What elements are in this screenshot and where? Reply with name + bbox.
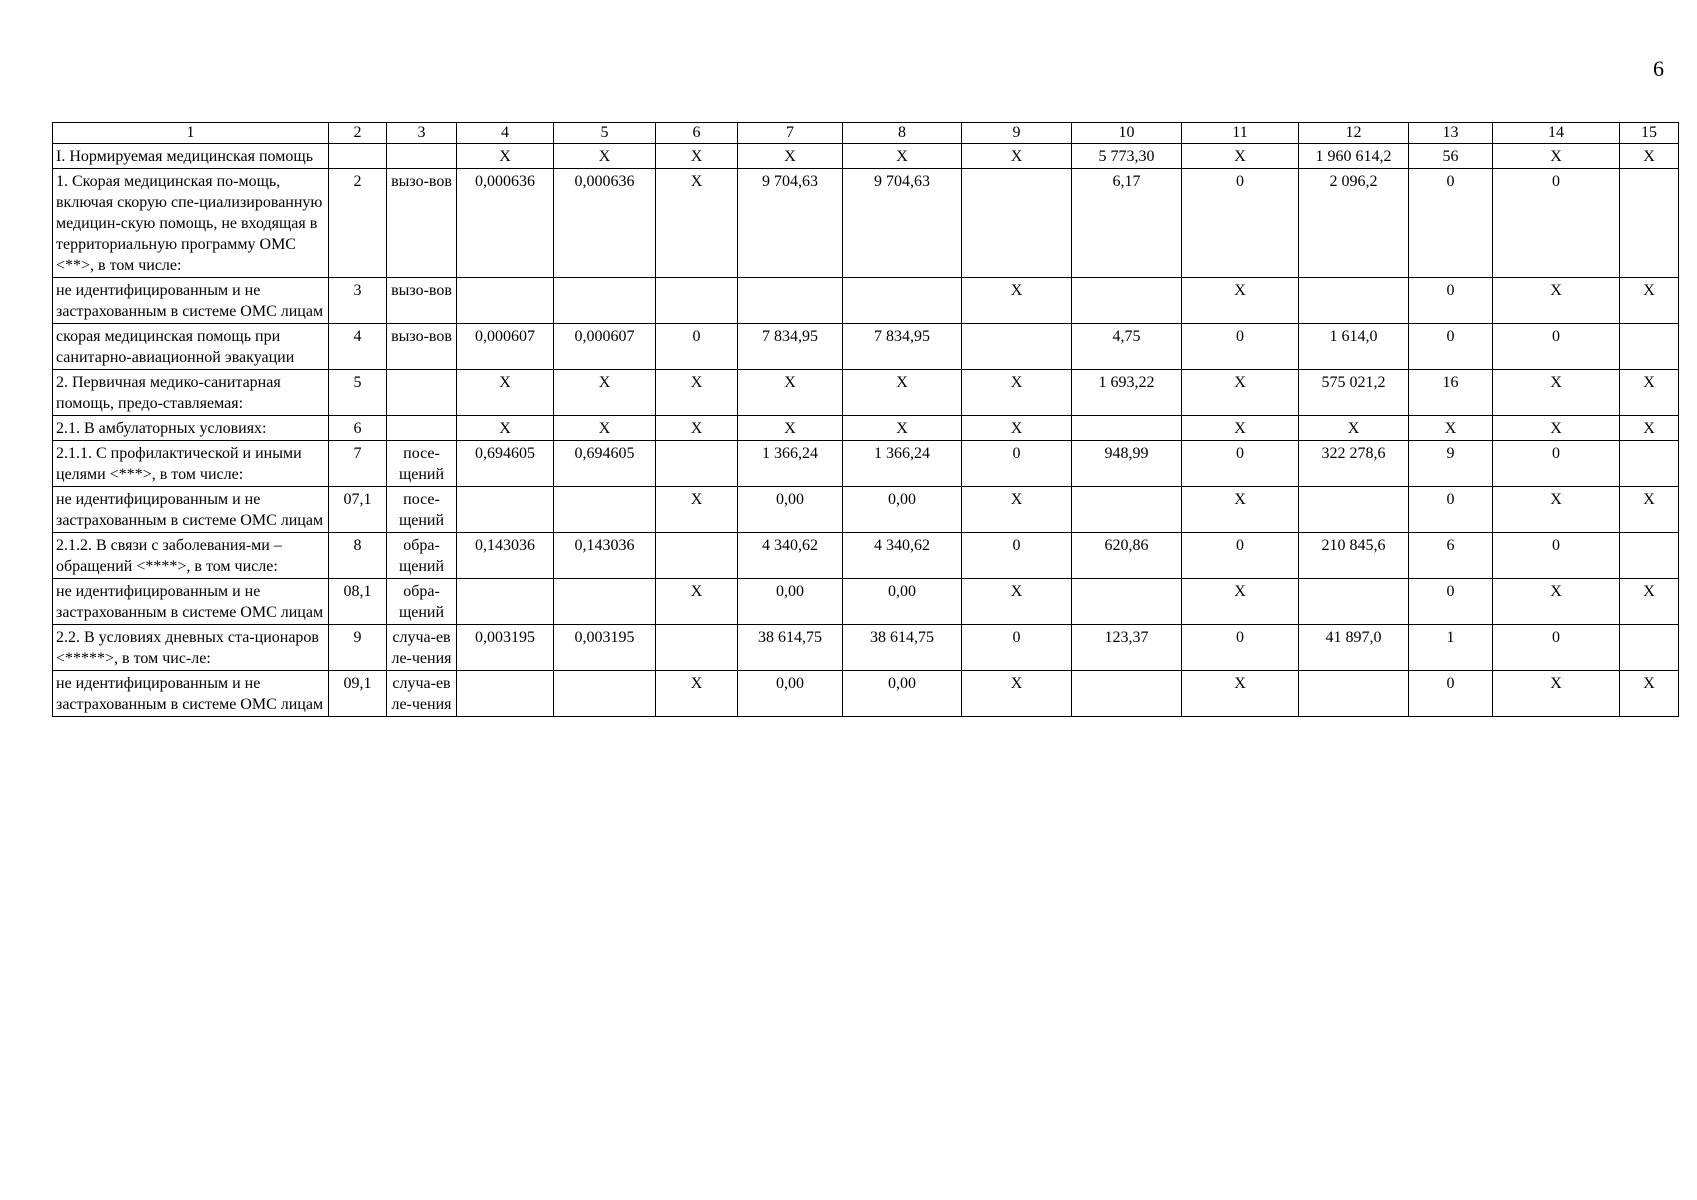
cell-col-4: 0,000636 [457, 169, 554, 278]
cell-col-12: 41 897,0 [1299, 625, 1409, 671]
table-body [53, 144, 1679, 717]
cell-col-9: X [962, 579, 1072, 625]
data-table [52, 122, 1679, 717]
row-unit: вызо-вов [387, 278, 457, 324]
cell-col-7: X [738, 144, 843, 169]
cell-col-5: 0,694605 [554, 441, 656, 487]
cell-col-14: X [1493, 487, 1620, 533]
cell-col-14: 0 [1493, 625, 1620, 671]
cell-col-4: X [457, 416, 554, 441]
cell-col-13: 0 [1409, 671, 1493, 717]
cell-col-11: X [1182, 144, 1299, 169]
cell-col-11: 0 [1182, 169, 1299, 278]
cell-col-6: X [656, 671, 738, 717]
cell-col-9: 0 [962, 533, 1072, 579]
row-unit: обра-щений [387, 579, 457, 625]
table-row [53, 579, 1679, 625]
cell-col-14: X [1493, 416, 1620, 441]
cell-col-11: X [1182, 671, 1299, 717]
cell-col-9: X [962, 278, 1072, 324]
cell-col-12: 210 845,6 [1299, 533, 1409, 579]
cell-col-7: 0,00 [738, 487, 843, 533]
table-row [53, 370, 1679, 416]
row-code: 09,1 [329, 671, 387, 717]
cell-col-4 [457, 579, 554, 625]
cell-col-6 [656, 278, 738, 324]
cell-col-13: 9 [1409, 441, 1493, 487]
cell-col-10: 123,37 [1072, 625, 1182, 671]
cell-col-7 [738, 278, 843, 324]
cell-col-11: 0 [1182, 441, 1299, 487]
cell-col-5: X [554, 144, 656, 169]
table-row [53, 324, 1679, 370]
cell-col-15: X [1620, 416, 1679, 441]
table-header [53, 123, 1679, 144]
cell-col-15 [1620, 441, 1679, 487]
column-header-1: 1 [53, 123, 329, 144]
column-header-5: 5 [554, 123, 656, 144]
column-header-6: 6 [656, 123, 738, 144]
cell-col-8: X [843, 370, 962, 416]
cell-col-5 [554, 671, 656, 717]
cell-col-5: X [554, 416, 656, 441]
row-unit: вызо-вов [387, 169, 457, 278]
cell-col-5 [554, 278, 656, 324]
cell-col-5: 0,143036 [554, 533, 656, 579]
row-code: 6 [329, 416, 387, 441]
cell-col-6: X [656, 487, 738, 533]
row-label: 2. Первичная медико-санитарная помощь, предо-ставляемая: [53, 370, 329, 416]
column-header-3: 3 [387, 123, 457, 144]
header-row [53, 123, 1679, 144]
cell-col-9: 0 [962, 441, 1072, 487]
row-code: 9 [329, 625, 387, 671]
table-row [53, 671, 1679, 717]
cell-col-4: 0,143036 [457, 533, 554, 579]
cell-col-11: 0 [1182, 324, 1299, 370]
cell-col-10 [1072, 278, 1182, 324]
cell-col-11: X [1182, 487, 1299, 533]
column-header-14: 14 [1493, 123, 1620, 144]
page-number: 6 [1653, 56, 1664, 81]
cell-col-10: 4,75 [1072, 324, 1182, 370]
column-header-7: 7 [738, 123, 843, 144]
cell-col-4: X [457, 144, 554, 169]
cell-col-15 [1620, 625, 1679, 671]
cell-col-9: X [962, 671, 1072, 717]
cell-col-7: 7 834,95 [738, 324, 843, 370]
cell-col-14: 0 [1493, 169, 1620, 278]
cell-col-6: X [656, 144, 738, 169]
cell-col-15 [1620, 324, 1679, 370]
cell-col-12: 2 096,2 [1299, 169, 1409, 278]
cell-col-14: X [1493, 579, 1620, 625]
row-code: 4 [329, 324, 387, 370]
row-label: не идентифицированным и не застрахованным в системе ОМС лицам [53, 671, 329, 717]
cell-col-11: 0 [1182, 533, 1299, 579]
row-label: скорая медицинская помощь при санитарно-авиационной эвакуации [53, 324, 329, 370]
cell-col-14: X [1493, 278, 1620, 324]
row-code: 7 [329, 441, 387, 487]
cell-col-10 [1072, 671, 1182, 717]
cell-col-15: X [1620, 370, 1679, 416]
cell-col-8 [843, 278, 962, 324]
cell-col-12: 1 614,0 [1299, 324, 1409, 370]
cell-col-4: X [457, 370, 554, 416]
cell-col-6: X [656, 169, 738, 278]
cell-col-8: 4 340,62 [843, 533, 962, 579]
cell-col-9: 0 [962, 625, 1072, 671]
table-row [53, 169, 1679, 278]
cell-col-6: X [656, 416, 738, 441]
cell-col-8: X [843, 144, 962, 169]
cell-col-14: X [1493, 671, 1620, 717]
cell-col-4: 0,694605 [457, 441, 554, 487]
row-code: 8 [329, 533, 387, 579]
row-label: 2.1.2. В связи с заболевания-ми – обращений <****>, в том числе: [53, 533, 329, 579]
cell-col-10: 1 693,22 [1072, 370, 1182, 416]
cell-col-5: 0,000636 [554, 169, 656, 278]
cell-col-7: 9 704,63 [738, 169, 843, 278]
cell-col-5 [554, 487, 656, 533]
table-row [53, 278, 1679, 324]
cell-col-8: 0,00 [843, 579, 962, 625]
row-unit [387, 144, 457, 169]
row-unit [387, 370, 457, 416]
cell-col-7: 0,00 [738, 579, 843, 625]
table-row [53, 144, 1679, 169]
cell-col-7: X [738, 416, 843, 441]
cell-col-9 [962, 324, 1072, 370]
cell-col-11: X [1182, 579, 1299, 625]
cell-col-15: X [1620, 579, 1679, 625]
cell-col-13: 6 [1409, 533, 1493, 579]
cell-col-9: X [962, 416, 1072, 441]
column-header-13: 13 [1409, 123, 1493, 144]
table-row [53, 416, 1679, 441]
cell-col-12 [1299, 278, 1409, 324]
row-code: 07,1 [329, 487, 387, 533]
row-code: 3 [329, 278, 387, 324]
cell-col-15: X [1620, 144, 1679, 169]
cell-col-8: 1 366,24 [843, 441, 962, 487]
column-header-10: 10 [1072, 123, 1182, 144]
cell-col-5: 0,000607 [554, 324, 656, 370]
cell-col-12 [1299, 487, 1409, 533]
cell-col-8: 7 834,95 [843, 324, 962, 370]
row-code: 5 [329, 370, 387, 416]
row-label: 2.1.1. С профилактической и иными целями <***>, в том числе: [53, 441, 329, 487]
cell-col-5 [554, 579, 656, 625]
cell-col-6: X [656, 579, 738, 625]
cell-col-6 [656, 533, 738, 579]
cell-col-13: 1 [1409, 625, 1493, 671]
cell-col-5: X [554, 370, 656, 416]
table-row [53, 487, 1679, 533]
column-header-15: 15 [1620, 123, 1679, 144]
cell-col-10 [1072, 487, 1182, 533]
cell-col-11: X [1182, 278, 1299, 324]
cell-col-12: X [1299, 416, 1409, 441]
row-label: не идентифицированным и не застрахованным в системе ОМС лицам [53, 487, 329, 533]
cell-col-15 [1620, 169, 1679, 278]
row-label: 1. Скорая медицинская по-мощь, включая скорую спе-циализированную медицин-скую помощь, не входящая в территориальную программу ОМС <**>, в том числе: [53, 169, 329, 278]
cell-col-13: 56 [1409, 144, 1493, 169]
row-unit: случа-ев ле-чения [387, 671, 457, 717]
cell-col-9: X [962, 370, 1072, 416]
cell-col-13: 0 [1409, 579, 1493, 625]
cell-col-13: 0 [1409, 278, 1493, 324]
cell-col-5: 0,003195 [554, 625, 656, 671]
cell-col-15: X [1620, 278, 1679, 324]
cell-col-7: 38 614,75 [738, 625, 843, 671]
column-header-9: 9 [962, 123, 1072, 144]
cell-col-7: 4 340,62 [738, 533, 843, 579]
table-row [53, 441, 1679, 487]
row-code: 2 [329, 169, 387, 278]
cell-col-13: X [1409, 416, 1493, 441]
cell-col-14: 0 [1493, 324, 1620, 370]
cell-col-6 [656, 441, 738, 487]
cell-col-10: 948,99 [1072, 441, 1182, 487]
cell-col-8: 9 704,63 [843, 169, 962, 278]
row-label: не идентифицированным и не застрахованным в системе ОМС лицам [53, 278, 329, 324]
cell-col-12 [1299, 579, 1409, 625]
row-unit: посе-щений [387, 441, 457, 487]
cell-col-12: 575 021,2 [1299, 370, 1409, 416]
cell-col-15: X [1620, 487, 1679, 533]
column-header-12: 12 [1299, 123, 1409, 144]
cell-col-13: 0 [1409, 487, 1493, 533]
row-unit: вызо-вов [387, 324, 457, 370]
cell-col-13: 0 [1409, 169, 1493, 278]
cell-col-13: 16 [1409, 370, 1493, 416]
cell-col-8: 0,00 [843, 671, 962, 717]
cell-col-12: 322 278,6 [1299, 441, 1409, 487]
row-unit: обра-щений [387, 533, 457, 579]
cell-col-12 [1299, 671, 1409, 717]
cell-col-9 [962, 169, 1072, 278]
cell-col-9: X [962, 487, 1072, 533]
cell-col-8: 38 614,75 [843, 625, 962, 671]
cell-col-14: X [1493, 370, 1620, 416]
cell-col-11: X [1182, 370, 1299, 416]
cell-col-7: 1 366,24 [738, 441, 843, 487]
cell-col-14: 0 [1493, 533, 1620, 579]
cell-col-7: 0,00 [738, 671, 843, 717]
cell-col-4 [457, 487, 554, 533]
cell-col-10: 5 773,30 [1072, 144, 1182, 169]
row-label: 2.1. В амбулаторных условиях: [53, 416, 329, 441]
cell-col-15 [1620, 533, 1679, 579]
row-label: I. Нормируемая медицинская помощь [53, 144, 329, 169]
cell-col-7: X [738, 370, 843, 416]
cell-col-6 [656, 625, 738, 671]
cell-col-15: X [1620, 671, 1679, 717]
cell-col-11: X [1182, 416, 1299, 441]
column-header-4: 4 [457, 123, 554, 144]
cell-col-12: 1 960 614,2 [1299, 144, 1409, 169]
cell-col-8: 0,00 [843, 487, 962, 533]
cell-col-11: 0 [1182, 625, 1299, 671]
cell-col-4 [457, 671, 554, 717]
cell-col-9: X [962, 144, 1072, 169]
cell-col-4: 0,003195 [457, 625, 554, 671]
table-row [53, 533, 1679, 579]
column-header-2: 2 [329, 123, 387, 144]
table-row [53, 625, 1679, 671]
row-code: 08,1 [329, 579, 387, 625]
cell-col-6: X [656, 370, 738, 416]
cell-col-4: 0,000607 [457, 324, 554, 370]
column-header-8: 8 [843, 123, 962, 144]
row-code [329, 144, 387, 169]
cell-col-14: X [1493, 144, 1620, 169]
cell-col-8: X [843, 416, 962, 441]
row-label: не идентифицированным и не застрахованным в системе ОМС лицам [53, 579, 329, 625]
cell-col-10 [1072, 416, 1182, 441]
row-label: 2.2. В условиях дневных ста-ционаров <*****>, в том чис-ле: [53, 625, 329, 671]
row-unit: случа-ев ле-чения [387, 625, 457, 671]
column-header-11: 11 [1182, 123, 1299, 144]
cell-col-13: 0 [1409, 324, 1493, 370]
cell-col-6: 0 [656, 324, 738, 370]
cell-col-10 [1072, 579, 1182, 625]
cell-col-14: 0 [1493, 441, 1620, 487]
cell-col-10: 6,17 [1072, 169, 1182, 278]
cell-col-10: 620,86 [1072, 533, 1182, 579]
row-unit: посе-щений [387, 487, 457, 533]
row-unit [387, 416, 457, 441]
cell-col-4 [457, 278, 554, 324]
